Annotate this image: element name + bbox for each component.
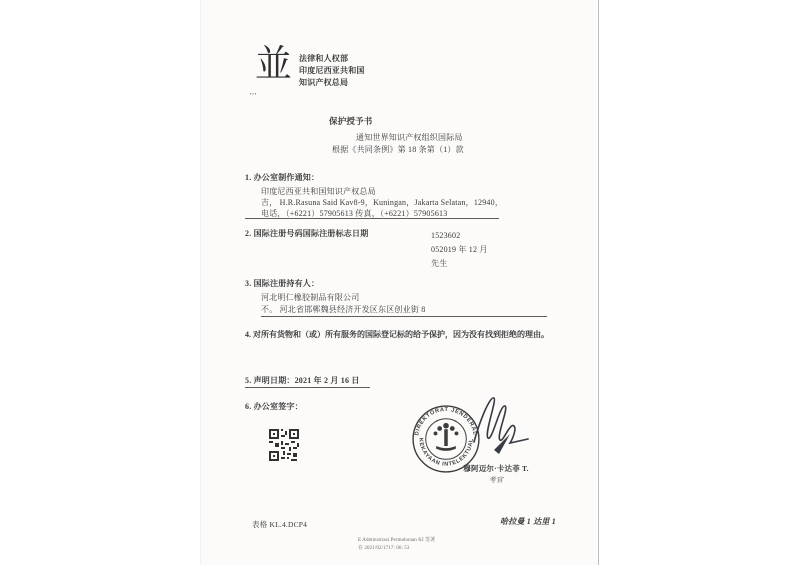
ministry-logo: 並 bbox=[255, 44, 292, 85]
section4-statement: 4. 对所有货物和（或）所有服务的国际登记标的给予保护，因为没有找到拒绝的理由。 bbox=[245, 330, 549, 339]
form-code: 表格 KL.4.DCP4 bbox=[252, 520, 308, 529]
notice-line-1: 通知世界知识产权组织国际局 bbox=[356, 133, 463, 142]
section1-office: 印度尼西亚共和国知识产权总局 bbox=[261, 187, 376, 196]
efiling-note-line2: 在 2021/02/1717: 06: 53 bbox=[358, 546, 410, 551]
ministry-name-block bbox=[299, 53, 365, 89]
qr-code bbox=[269, 429, 299, 461]
section1-address: 吉， H.R.Rasuna Said Kav8-9，Kuningan，Jakarta Selatan，12940， bbox=[261, 198, 504, 207]
ministry-line-3: 知识产权总局 bbox=[299, 78, 349, 87]
page-number-note: 哈拉曼 1 达里 1 bbox=[500, 517, 556, 526]
section1-underline bbox=[245, 218, 499, 219]
holder-address: 不。 河北省邯郸魏县经济开发区东区创业街 8 bbox=[261, 305, 426, 314]
document-title: 保护授予书 bbox=[329, 116, 373, 126]
signer-name: 穆阿迈尔·卡达菲 T. bbox=[463, 464, 529, 473]
registration-salutation: 先生 bbox=[431, 259, 448, 268]
efiling-note-line1: E Administrasi Permohonan KI 签署 bbox=[358, 538, 436, 543]
stamp-text-bottom: KEKAYAAN INTELEKTUAL bbox=[417, 437, 475, 468]
section2-values bbox=[431, 229, 488, 271]
section1-phone-fax: 电话，（+6221）57905613 传真，（+6221）57905613 bbox=[261, 209, 448, 218]
registration-date: 052019 年 12 月 bbox=[431, 245, 488, 254]
section5-text: 5. 声明日期：2021 年 2 月 16 日 bbox=[245, 376, 370, 388]
signer-title: 考官 bbox=[488, 476, 504, 484]
section3-underline bbox=[261, 316, 547, 317]
section6-heading: 6. 办公室签字： bbox=[245, 402, 303, 411]
section3-heading: 3. 国际注册持有人： bbox=[245, 279, 320, 288]
stamp-emblem-tree-icon bbox=[434, 423, 459, 451]
section1-heading: 1. 办公室制作通知： bbox=[245, 173, 320, 182]
registration-number: 1523602 bbox=[431, 231, 461, 240]
section5-declaration-date bbox=[245, 376, 370, 386]
signature bbox=[464, 390, 532, 458]
ministry-logo-subtext: ▪▪▪ bbox=[250, 91, 258, 96]
document-page bbox=[200, 0, 599, 565]
section2-heading: 2. 国际注册号码国际注册标志日期 bbox=[245, 229, 369, 238]
stamp-text-top: DIREKTORAT JENDERAL bbox=[414, 406, 478, 437]
ministry-line-1: 法律和人权部 bbox=[299, 54, 349, 63]
holder-name: 河北明仁橡胶制品有限公司 bbox=[261, 293, 360, 302]
notice-line-2: 根据《共同条例》第 18 条第（1）款 bbox=[332, 145, 464, 154]
ministry-line-2: 印度尼西亚共和国 bbox=[299, 66, 365, 75]
